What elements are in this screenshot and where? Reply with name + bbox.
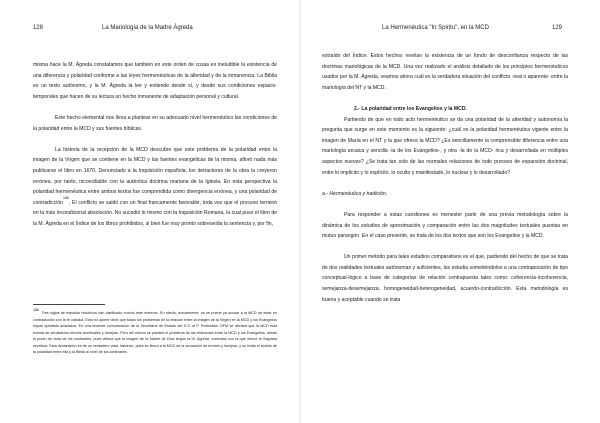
right-running-head: La Hermenéutica "In Spiritu", en la MCD: [382, 25, 489, 31]
right-page: [300, 0, 600, 423]
left-paragraph-3-text: La historia de la recepción de la MCD descubre que este problema de la polaridad entre la imagen de la Virgen que se contiene en la MCD y las fuentes evangélicas de la misma, afloró nada más publicarse el libro en 1670. Denunciado a la Inquisición española, los detractores de la obra la creyeron errónea, por tanto, inconciliable con la auténtica doctrina mariana de la Iglesia. En esta perspectiva la polaridad hermenéutica entre ambos textos fue comprendida como divergencia errónea, y una polaridad de contradicción: [33, 146, 277, 206]
right-page-number: 129: [552, 25, 563, 31]
left-running-head: La Mariología de la Madre Ágreda: [102, 25, 193, 31]
left-paragraph-2: Este hecho elemental nos lleva a plantear en su adecuado nivel hermenéutico las condiciones de la polaridad entre la MCD y sus fuentes bíblicas.: [33, 114, 277, 132]
footnote-divider: [33, 304, 105, 305]
left-body-text: [33, 60, 277, 230]
footnote-reference: 186: [63, 195, 69, 200]
left-paragraph-1: misma hace la M. Ágreda constatamos que también en este orden de cosas es ineludible la existencia de una diferencia y polaridad conforme a las leyes hermenéuticas de la alteridad y de la inmanencia. La Biblia es un texto autónomo, y la M. Ágreda la lee y entiende desde sí, y desde sus condiciones espacio-temporales que hacen de su lectura un hecho inmanente de adaptación personal y cultural.: [33, 62, 277, 100]
footnote-text: Tres siglos de estudios históricos han clarificado mucho este extremo. En efecto, actualmente, no se puede ya acusar a la MCD de estar en contradicción con la fe católica. Esto no quiere decir que todos los problemas de la relación entre la imagen de la Virgen en la MCD y los Evangelios hayan quedado aclarados. En una reciente comunicación de la Secretaría de Estado del S.S. al P. Postulador OFM se declara que la MCD está exenta de verdaderos errores doctrinales y herejías. Pero allí mismo se plantea el problema de las relaciones entre la MCD y los Evangelios, desde el punto de vista de los contrastes, pues afirma que la imagen de la Madre de Dios según la M. Ágreda, contrasta con la que ofrece la Sagrada escritura. Esta declaración es de un verdadero valor histórico, pues se libera a la MCD de la acusación de errores y herejías, y se limita el ámbito de la polaridad entre ella y la Biblia al nivel de los contrastes.: [33, 311, 277, 354]
subsection-paragraph-2: Un primer método para tales estudios comparativos es el que, partiendo del hecho de que se trata de dos realidades textuales autónomas y suficientes, los estudia sometiéndolos a una contraposición de tipo conceptual-lógico a base de categorías de relación contrapuesta tales como: coherencia-incoherencia, semejanza-desemejanza, homogeneidad-heterogeneidad, acuerdo-contradicción. Esta metodología es buena y aceptable cuando se trata: [322, 254, 568, 303]
right-body-text: [322, 51, 568, 305]
section-paragraph-1: Partiendo de que en todo acto hermenéutico se da una polaridad de la alteridad y autonomía la pregunta que surge en este momento es la siguiente: ¿cuál es la polaridad hermenéutica vigente entre la imagen de María en el NT y la que ofrece la MCD? ¿Es sencillamente la comprensible diferencia entre una mariología arcaica y sencilla -la de los Evangelios-, y otra -la de la MCD- rica y desarrollada en múltiples aspectos nuevos? ¿Se trata tan solo de las normales relaciones de todo proceso de expansión doctrinal, entre lo implícito y lo explícito, lo oculto y manifestado, lo nuclear y lo desarrollado?: [322, 116, 568, 176]
right-opening-paragraph: extraído del Índice. Estos hechos revelan la existencia de un fondo de desconfianza respecto de las doctrinas mariológicas de la MCD. Una vez realizado el análisis detallado de los principios hermenéuticos usados por la M. Ágreda, veamos ahora cuál es la verdadera situación del conflicto -real o aparente- entre la mariología del NT y la MCD.: [322, 53, 568, 91]
left-paragraph-3-continuation: . El conflicto se saldó con un final francamente favorable, toda vez que el proceso terminó en la más incondicional absolución. No sucedió lo mismo con la Inquisición Romana, la cual puso el libro de la M. Ágreda en el Índice de los libros prohibidos, si bien fue muy pronto sobreseída la sentencia y, por fin,: [33, 199, 277, 227]
section-heading: 2.- La polaridad entre los Evangelios y la MCD.: [354, 105, 467, 112]
footnote: [33, 310, 277, 356]
subsection-paragraph-1: Para responder a estas cuestiones es menester partir de una previa metodología sobre la dinámica de los estudios de aproximación y comparación entre las dos magnitudes textuales puestas en mutuo parangón. En el caso presente, se trata de los dos textos que son los Evangelios y la MCD.: [322, 211, 568, 240]
left-paragraph-3: [33, 145, 277, 230]
left-page-number: 128: [33, 25, 44, 31]
footnote-number: 186: [33, 308, 39, 312]
subsection-heading: a.- Hermenéutica y tradición.: [322, 190, 388, 197]
